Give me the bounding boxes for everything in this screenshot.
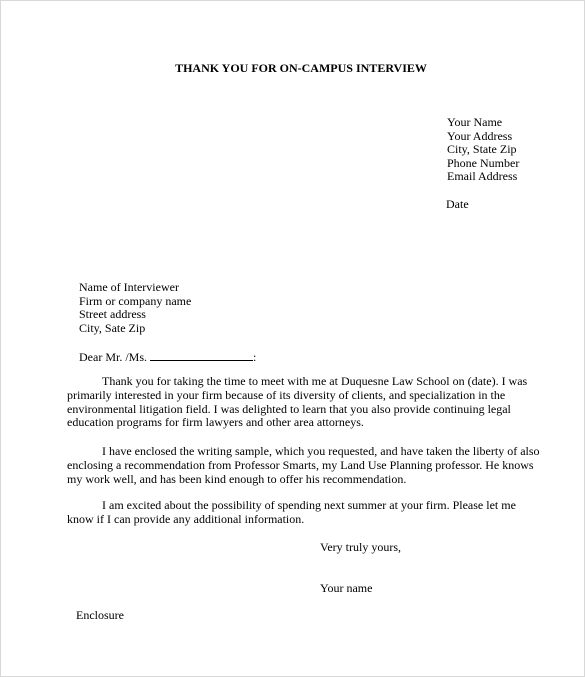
sender-block bbox=[447, 116, 519, 184]
salutation-blank-line bbox=[150, 349, 253, 361]
sender-address: Your Address bbox=[447, 128, 513, 143]
sender-phone: Phone Number bbox=[447, 155, 520, 170]
recipient-city: City, Sate Zip bbox=[79, 320, 146, 335]
paragraph-line: I am excited about the possibility of spending next summer at your firm. Please let me bbox=[102, 498, 516, 512]
paragraph-line: my work well, and has been kind enough to offer his recommendation. bbox=[67, 471, 407, 486]
body-paragraph-3 bbox=[67, 499, 537, 527]
closing: Very truly yours, bbox=[320, 540, 401, 554]
sender-city-state-zip: City, State Zip bbox=[447, 142, 517, 157]
paragraph-line: I have enclosed the writing sample, which you requested, and have taken the liberty of also bbox=[102, 444, 540, 458]
salutation bbox=[79, 349, 256, 365]
paragraph-line: Thank you for taking the time to meet with me at Duquesne Law School on (date). I was bbox=[102, 374, 528, 388]
enclosure-note: Enclosure bbox=[76, 608, 124, 622]
paragraph-line: know if I can provide any additional information. bbox=[67, 511, 305, 526]
sender-email: Email Address bbox=[447, 169, 518, 184]
paragraph-line: environmental litigation field. I was delighted to learn that you also provide continuing legal bbox=[67, 401, 511, 416]
body-paragraph-2 bbox=[67, 444, 540, 486]
paragraph-line: primarily interested in your firm because of its diversity of clients, and specialization in the bbox=[67, 387, 506, 402]
recipient-block bbox=[79, 281, 191, 335]
letter-title: THANK YOU FOR ON-CAMPUS INTERVIEW bbox=[175, 61, 427, 75]
salutation-suffix: : bbox=[253, 350, 257, 364]
body-paragraph-1 bbox=[67, 375, 537, 430]
sender-name: Your Name bbox=[447, 115, 503, 129]
salutation-prefix: Dear Mr. /Ms. bbox=[79, 350, 147, 364]
signature-name: Your name bbox=[320, 581, 373, 595]
paragraph-line: enclosing a recommendation from Professor Smarts, my Land Use Planning professor. He knows bbox=[67, 457, 534, 472]
paragraph-line: education programs for firm lawyers and other area attorneys. bbox=[67, 415, 364, 430]
recipient-firm: Firm or company name bbox=[79, 293, 192, 308]
letter-date: Date bbox=[446, 197, 469, 211]
recipient-street: Street address bbox=[79, 307, 146, 322]
recipient-name: Name of Interviewer bbox=[79, 280, 179, 294]
